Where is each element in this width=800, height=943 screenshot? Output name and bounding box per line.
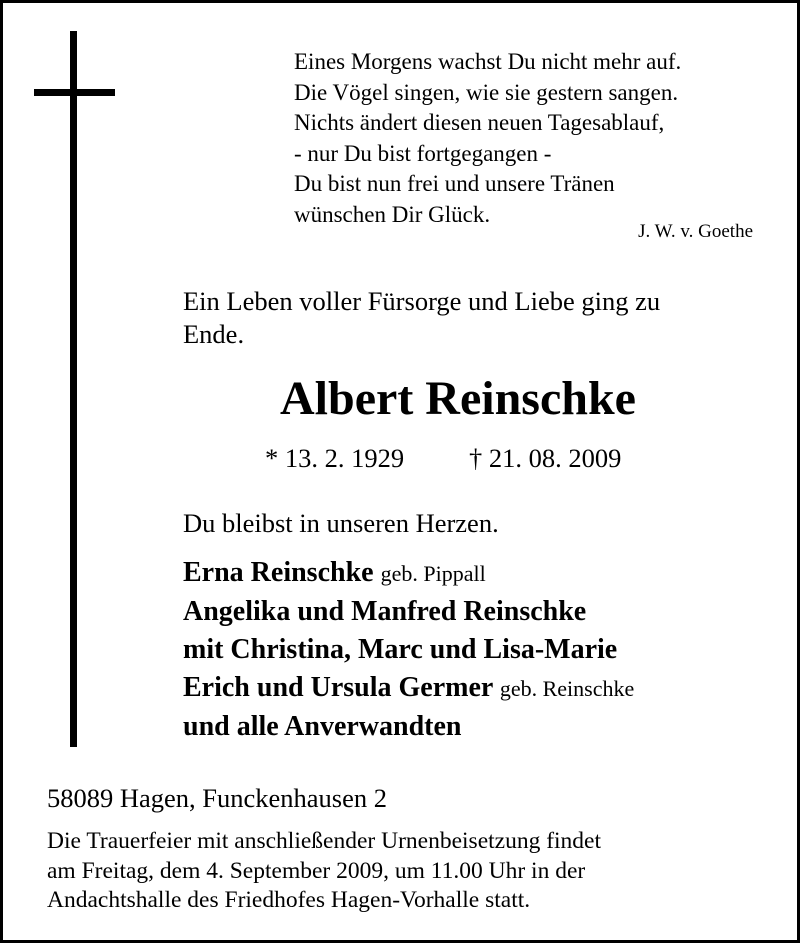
remembrance-text: Du bleibst in unseren Herzen. [183,508,499,538]
birth-date: * 13. 2. 1929 [265,443,405,473]
ceremony-line: Andachtshalle des Friedhofes Hagen-Vorhalle statt. [47,887,531,913]
mourner-name: mit Christina, Marc und Lisa-Marie [183,634,618,665]
mourner-entry [183,669,634,708]
mourner-name: und alle Anverwandten [183,711,462,742]
ceremony-line: am Freitag, dem 4. September 2009, um 11.00 Uhr in der [47,857,586,884]
maiden-name-note: geb. Reinschke [499,676,635,701]
poem-line: Eines Morgens wachst Du nicht mehr auf. [294,49,682,74]
mourner-name: Erich und Ursula Germer [183,672,493,703]
poem-line: Du bist nun frei und unsere Tränen [294,171,615,196]
intro-line: Ende. [183,319,245,349]
poem-line: Die Vögel singen, wie sie gestern sangen. [294,79,679,105]
address: 58089 Hagen, Funckenhausen 2 [47,783,388,813]
mourner-name: Angelika und Manfred Reinschke [183,596,587,627]
intro-line: Ein Leben voller Fürsorge und Liebe ging zu [183,286,661,316]
mourners-list [183,554,634,746]
poem [294,47,764,230]
maiden-name-note: geb. Pippall [380,561,486,586]
ceremony-info [47,827,601,916]
poem-author: J. W. v. Goethe [638,221,753,242]
ceremony-line: Die Trauerfeier mit anschließender Urnenbeisetzung findet [47,828,602,854]
intro-text [183,285,773,351]
poem-line: Nichts ändert diesen neuen Tagesablauf, [294,110,665,135]
deceased-name: Albert Reinschke [280,372,636,425]
mourner-entry [183,554,634,593]
mourner-name: Erna Reinschke [183,557,374,588]
mourner-entry [183,593,634,631]
cross-horizontal-bar [34,89,115,96]
poem-line: wünschen Dir Glück. [294,201,491,227]
mourner-entry [183,708,634,746]
death-date: † 21. 08. 2009 [469,443,622,473]
poem-line: - nur Du bist fortgegangen - [294,140,552,166]
mourner-entry [183,631,634,669]
